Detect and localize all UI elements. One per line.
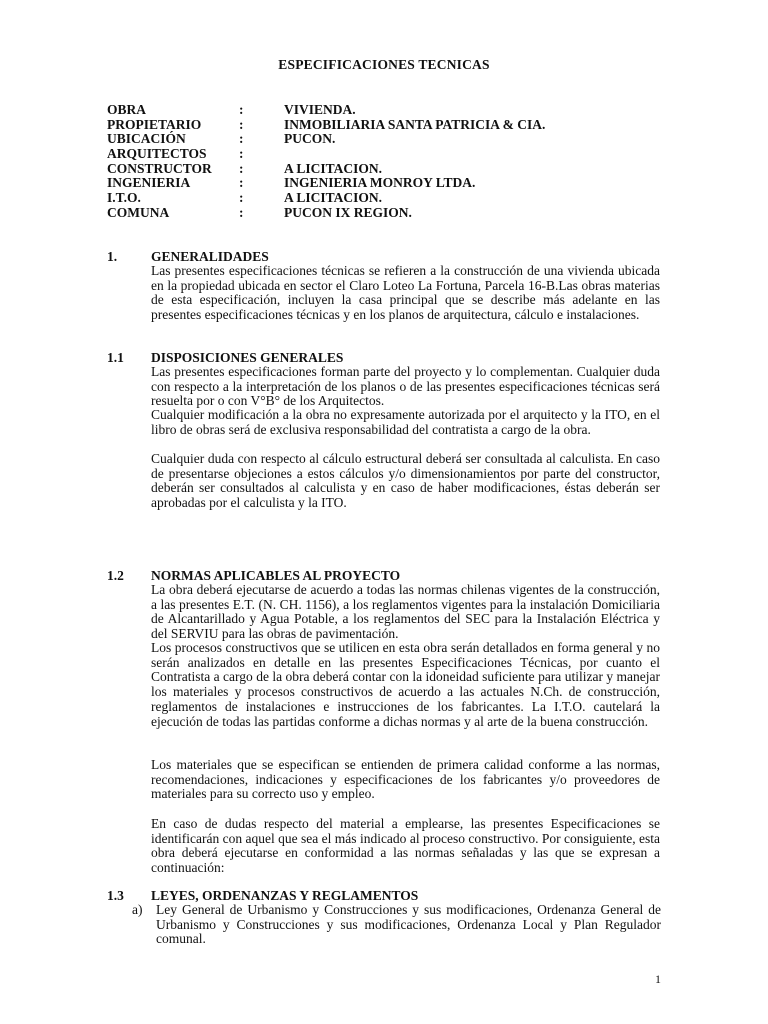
page-number: 1 [655, 972, 661, 986]
info-row-ubicacion [107, 132, 667, 147]
info-value: PUCON. [284, 131, 336, 147]
info-value: PUCON IX REGION. [284, 204, 412, 220]
list-text: Ley General de Urbanismo y Construcciones y sus modificaciones, Ordenanza General de Urbanismo y Construcciones y sus modificaciones, Ordenanza Local y Plan Regulador comunal. [156, 902, 661, 947]
info-row-ito [107, 191, 667, 206]
section-number: 1. [107, 249, 118, 264]
info-row-ingenieria [107, 176, 667, 191]
info-key: CONSTRUCTOR [107, 160, 212, 176]
info-value: A LICITACION. [284, 160, 383, 176]
info-key: INGENIERIA [107, 175, 191, 191]
paragraph: Las presentes especificaciones forman parte del proyecto y lo complementan. Cualquier duda con respecto a la interpretación de los planos o de las presentes especificaciones técnicas será resuelta por o con V°B° de los Arquitectos. [151, 364, 660, 409]
section-number: 1.2 [107, 568, 124, 583]
paragraph: Los procesos constructivos que se utilicen en esta obra serán detallados en forma general y no serán analizados en detalle en las presentes Especificaciones Técnicas, por cuanto el Contratista a cargo de la obra deberá contar con la idoneidad suficiente para utilizar y manejar los materiales y procesos constructivos de acuerdo a las actuales N.Ch. de construcción, reglamentos de instalaciones e instrucciones de los fabricantes. La I.T.O. cautelará la ejecución de todas las partidas conforme a dichas normas y al arte de la buena construcción. [151, 640, 660, 729]
info-colon: : [239, 204, 244, 220]
info-value: A LICITACION. [284, 190, 383, 206]
info-key: I.T.O. [107, 190, 141, 206]
paragraph: La obra deberá ejecutarse de acuerdo a todas las normas chilenas vigentes de la construcción, a las presentes E.T. (N. CH. 1156), a los reglamentos vigentes para la instalación Domiciliaria de Alcantarillado y Agua Potable, a los reglamentos del SEC para la Instalación Eléctrica y del SERVIU para las obras de pavimentación. [151, 582, 660, 642]
project-info-table [107, 103, 667, 221]
info-row-comuna [107, 206, 667, 221]
section-title: DISPOSICIONES GENERALES [151, 350, 344, 365]
info-key: COMUNA [107, 204, 170, 220]
info-colon: : [239, 175, 244, 191]
info-key: UBICACIÓN [107, 131, 186, 147]
info-colon: : [239, 190, 244, 206]
paragraph: Los materiales que se especifican se entienden de primera calidad conforme a las normas, recomendaciones, indicaciones y especificaciones de los fabricantes y/o proveedores de materiales para su correcto uso y empleo. [151, 757, 660, 802]
list-marker: a) [132, 902, 143, 917]
info-row-propietario [107, 118, 667, 133]
paragraph: En caso de dudas respecto del material a emplearse, las presentes Especificaciones se identificarán con aquel que sea el más indicado al proceso constructivo. Por consiguiente, esta obra deberá ejecutarse en conformidad a las normas señaladas y las que se expresan a continuación: [151, 816, 660, 876]
paragraph: Cualquier modificación a la obra no expresamente autorizada por el arquitecto y la ITO, en el libro de obras será de exclusiva responsabilidad del contratista a cargo de la obra. [151, 407, 660, 437]
section-title: LEYES, ORDENANZAS Y REGLAMENTOS [151, 888, 419, 903]
paragraph: Las presentes especificaciones técnicas se refieren a la construcción de una vivienda ubicada en la propiedad ubicada en sector el Claro Loteo La Fortuna, Parcela 16-B.Las obras materias de esta especificación, incluyen la casa principal que se describe más adelante en las presentes especificaciones técnicas y en los planos de arquitectura, cálculo e instalaciones. [151, 263, 660, 323]
info-colon: : [239, 146, 244, 162]
document-title: ESPECIFICACIONES TECNICAS [278, 57, 490, 72]
info-row-arquitectos [107, 147, 667, 162]
info-row-obra [107, 103, 667, 118]
info-colon: : [239, 131, 244, 147]
paragraph: Cualquier duda con respecto al cálculo estructural deberá ser consultada al calculista. En caso de presentarse objeciones a estos cálculos y/o dimensionamientos por parte del constructor, deberán ser consultados al calculista y en caso de haber modificaciones, éstas deberán ser aprobadas por el calculista y la ITO. [151, 451, 660, 511]
info-key: ARQUITECTOS [107, 146, 207, 162]
info-value: VIVIENDA. [284, 102, 356, 117]
info-colon: : [239, 116, 244, 132]
section-number: 1.3 [107, 888, 124, 903]
section-title: NORMAS APLICABLES AL PROYECTO [151, 568, 401, 583]
info-value: INGENIERIA MONROY LTDA. [284, 175, 476, 191]
info-key: PROPIETARIO [107, 116, 202, 132]
section-number: 1.1 [107, 350, 124, 365]
info-value: INMOBILIARIA SANTA PATRICIA & CIA. [284, 116, 546, 132]
info-colon: : [239, 160, 244, 176]
section-title: GENERALIDADES [151, 249, 269, 264]
info-colon: : [239, 102, 244, 117]
info-key: OBRA [107, 102, 147, 117]
info-row-constructor [107, 162, 667, 177]
